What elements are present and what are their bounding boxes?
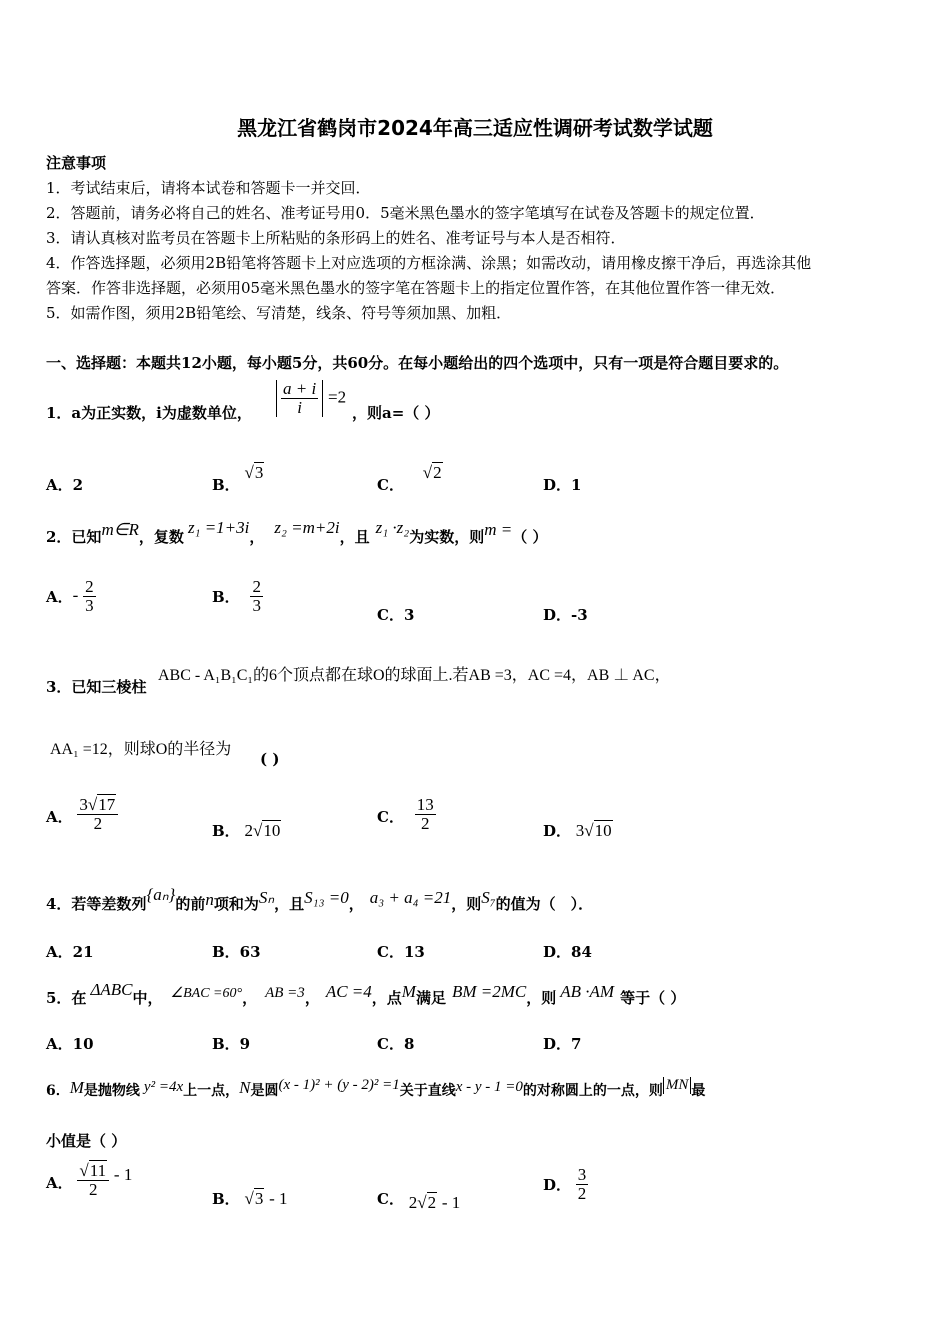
q3-text: 3．已知三棱柱 bbox=[46, 678, 147, 696]
radicand: 11 bbox=[89, 1161, 107, 1180]
text: ， bbox=[304, 989, 320, 1007]
q4-option-b: B．63 bbox=[212, 943, 261, 961]
math: ∠BAC =60° bbox=[170, 986, 243, 1001]
text: ，且 bbox=[339, 528, 370, 546]
option-letter: D． bbox=[543, 822, 572, 840]
q1-option-c bbox=[377, 462, 443, 494]
notice-item: 3．请认真核对监考员在答题卡上所粘贴的条形码上的姓名、准考证号与本人是否相符． bbox=[46, 229, 626, 247]
fraction bbox=[77, 1162, 109, 1199]
q6-option-c bbox=[377, 1188, 461, 1212]
text: 等于（ ） bbox=[620, 989, 686, 1007]
q1-option-a: A．2 bbox=[46, 476, 84, 494]
sqrt: √10 bbox=[584, 821, 612, 840]
sqrt: √11 bbox=[79, 1161, 107, 1180]
q2-text bbox=[46, 518, 548, 547]
math: M bbox=[69, 1078, 84, 1097]
coefficient: 3 bbox=[575, 821, 585, 840]
numerator bbox=[77, 1162, 109, 1181]
sqrt: √17 bbox=[87, 795, 116, 814]
q3-option-a bbox=[46, 796, 118, 833]
denominator: i bbox=[297, 397, 302, 417]
text: 关于直线 bbox=[399, 1083, 456, 1099]
text: 是抛物线 bbox=[83, 1083, 140, 1099]
text: 的前 bbox=[175, 895, 206, 913]
tail: - 1 bbox=[441, 1193, 461, 1212]
text: 中， bbox=[132, 989, 163, 1007]
q5-text bbox=[46, 980, 686, 1008]
math: {aₙ} bbox=[146, 885, 176, 904]
coefficient: 2 bbox=[408, 1193, 418, 1212]
sqrt: √3 bbox=[244, 463, 264, 482]
math: N bbox=[239, 1078, 251, 1097]
math: BM =2MC bbox=[451, 982, 527, 1001]
math: S₇ bbox=[481, 888, 496, 907]
fraction bbox=[415, 796, 436, 833]
radicand: 10 bbox=[263, 821, 281, 840]
tail: - 1 bbox=[269, 1189, 288, 1208]
radicand: 2 bbox=[427, 1193, 437, 1212]
option-letter: A． bbox=[46, 808, 73, 827]
option-letter: C． bbox=[377, 1190, 404, 1208]
text: ， bbox=[242, 989, 258, 1007]
text: ，则 bbox=[451, 895, 482, 913]
notice-item: 4．作答选择题，必须用2B铅笔将答题卡上对应选项的方框涂满、涂黑；如需改动，请用橡皮擦干净后，再选涂其他 bbox=[46, 254, 812, 272]
fraction bbox=[77, 796, 118, 833]
q1-formula bbox=[276, 380, 346, 417]
q2-option-c: C．3 bbox=[377, 606, 415, 624]
q6-text bbox=[46, 1077, 706, 1100]
q5-option-c: C．8 bbox=[377, 1035, 415, 1053]
text: 的对称圆上的一点，则 bbox=[522, 1083, 663, 1099]
math: z₁ =1+3i bbox=[187, 518, 250, 537]
option-letter: A． bbox=[46, 1174, 73, 1193]
math: z₁ ·z₂ bbox=[375, 518, 410, 537]
math: MN bbox=[663, 1077, 692, 1094]
page-title: 黑龙江省鹤岗市2024年高三适应性调研考试数学试题 bbox=[237, 116, 713, 140]
notice-item: 1．考试结束后，请将本试卷和答题卡一并交回． bbox=[46, 179, 371, 197]
denominator: 2 bbox=[89, 1179, 98, 1199]
abs-value bbox=[276, 380, 323, 417]
q3-option-d bbox=[543, 820, 613, 841]
q1-option-b bbox=[212, 462, 264, 494]
text: 2．已知 bbox=[46, 528, 102, 546]
q3-formula-line2: AA₁ =12，则球O的半径为 bbox=[50, 741, 232, 758]
q3-option-c bbox=[377, 796, 436, 833]
math: m∈R bbox=[101, 520, 139, 539]
section-heading: 一、选择题：本题共12小题，每小题5分，共60分。在每小题给出的四个选项中，只有一项是符合题目要求的。 bbox=[46, 354, 789, 372]
numerator: 13 bbox=[416, 795, 434, 814]
math: m = bbox=[484, 520, 513, 539]
q3-option-b bbox=[212, 820, 281, 841]
text: 最 bbox=[691, 1083, 706, 1099]
text: 为实数，则 bbox=[409, 528, 485, 546]
coefficient: 3 bbox=[79, 795, 88, 814]
text: ， bbox=[249, 528, 265, 546]
text: ，则 bbox=[526, 989, 557, 1007]
q4-option-c: C．13 bbox=[377, 943, 425, 961]
notice-item: 5．如需作图，须用2B铅笔绘、写清楚，线条、符号等须加黑、加粗． bbox=[46, 304, 512, 322]
radicand: 3 bbox=[254, 463, 264, 482]
math: Sₙ bbox=[258, 888, 275, 907]
coefficient: 2 bbox=[244, 821, 253, 840]
denominator: 3 bbox=[85, 595, 94, 615]
equals-value: =2 bbox=[327, 387, 347, 407]
q4-option-d: D．84 bbox=[543, 943, 592, 961]
option-letter: C． bbox=[377, 476, 404, 494]
option-letter: A． bbox=[46, 588, 73, 607]
text: 上一点， bbox=[183, 1083, 240, 1099]
math: n bbox=[205, 890, 214, 909]
math: (x - 1)² + (y - 2)² =1 bbox=[278, 1077, 400, 1093]
q5-option-b: B．9 bbox=[212, 1035, 251, 1053]
text: ，复数 bbox=[138, 528, 184, 546]
q6-option-d bbox=[543, 1166, 588, 1203]
numerator: 3 bbox=[577, 1165, 587, 1184]
numerator bbox=[77, 796, 118, 815]
notice-item: 答案．作答非选择题，必须用05毫米黑色墨水的签字笔在答题卡上的指定位置作答，在其他位置作答一律无效． bbox=[46, 279, 786, 297]
q1-text: 1．a为正实数，i为虚数单位， bbox=[46, 404, 252, 422]
notice-heading: 注意事项 bbox=[46, 154, 107, 172]
numerator: a + i bbox=[283, 379, 317, 398]
math: AB ·AM bbox=[560, 982, 615, 1001]
option-letter: D． bbox=[543, 1176, 572, 1195]
fraction bbox=[281, 380, 318, 417]
notice-item: 2．答题前，请务必将自己的姓名、准考证号用0．5毫米黑色墨水的签字笔填写在试卷及答题卡的规定位置． bbox=[46, 204, 765, 222]
math: z₂ =m+2i bbox=[274, 518, 340, 537]
q5-option-a: A．10 bbox=[46, 1035, 94, 1053]
option-letter: B． bbox=[212, 822, 240, 840]
text: 满足 bbox=[415, 989, 446, 1007]
math: a₃ + a₄ =21 bbox=[369, 888, 452, 907]
radicand: 3 bbox=[254, 1189, 264, 1208]
text: 是圆 bbox=[250, 1083, 279, 1099]
sqrt: √10 bbox=[252, 821, 281, 840]
q4-option-a: A．21 bbox=[46, 943, 94, 961]
math: M bbox=[401, 982, 416, 1001]
fraction bbox=[83, 578, 96, 615]
fraction bbox=[576, 1166, 589, 1203]
q3-formula-line1: ABC - A₁B₁C₁的6个顶点都在球O的球面上.若AB =3，AC =4，AB ⊥ AC， bbox=[158, 667, 671, 684]
text: ， bbox=[348, 895, 364, 913]
math: x - y - 1 =0 bbox=[455, 1079, 523, 1095]
text: 项和为 bbox=[213, 895, 259, 913]
q6-option-a bbox=[46, 1162, 132, 1199]
q3-paren: ( ) bbox=[260, 750, 280, 768]
sqrt: √3 bbox=[244, 1189, 264, 1208]
math: AC =4 bbox=[325, 982, 372, 1001]
text: （ ） bbox=[512, 528, 548, 546]
option-letter: C． bbox=[377, 808, 404, 827]
option-letter: B． bbox=[212, 588, 240, 607]
option-letter: B． bbox=[212, 476, 240, 494]
denominator: 3 bbox=[252, 595, 261, 615]
fraction bbox=[250, 578, 263, 615]
q6-text-line2: 小值是（ ） bbox=[46, 1132, 127, 1150]
denominator: 2 bbox=[577, 1183, 587, 1203]
numerator: 2 bbox=[85, 577, 94, 596]
text: 的值为（ ）． bbox=[495, 895, 594, 913]
math: S₁₃ =0 bbox=[304, 888, 349, 907]
text: 4．若等差数列 bbox=[46, 895, 147, 913]
text: 5．在 bbox=[46, 989, 87, 1007]
q1-tail: ，则a=（ ） bbox=[352, 404, 440, 422]
numerator: 2 bbox=[252, 577, 261, 596]
q2-option-d: D．-3 bbox=[543, 606, 588, 624]
text: ，点 bbox=[371, 989, 402, 1007]
math: y² =4x bbox=[143, 1079, 184, 1095]
radicand: 10 bbox=[594, 821, 612, 840]
text: 6． bbox=[46, 1083, 70, 1099]
denominator: 2 bbox=[93, 813, 103, 833]
denominator: 2 bbox=[420, 813, 430, 833]
q1-option-d: D．1 bbox=[543, 476, 582, 494]
q4-text bbox=[46, 885, 594, 914]
math: ΔABC bbox=[90, 980, 133, 999]
tail: - 1 bbox=[113, 1165, 133, 1185]
sqrt: √2 bbox=[417, 1193, 437, 1212]
q2-option-a bbox=[46, 578, 96, 615]
text: ，且 bbox=[274, 895, 305, 913]
sqrt: √2 bbox=[422, 463, 442, 482]
q5-option-d: D．7 bbox=[543, 1035, 582, 1053]
radicand: 2 bbox=[433, 463, 442, 482]
q2-option-b bbox=[212, 578, 263, 615]
option-letter: B． bbox=[212, 1190, 240, 1208]
sign: - bbox=[72, 585, 79, 605]
q6-option-b bbox=[212, 1188, 288, 1209]
radicand: 17 bbox=[98, 795, 116, 814]
math: AB =3 bbox=[265, 985, 305, 1001]
